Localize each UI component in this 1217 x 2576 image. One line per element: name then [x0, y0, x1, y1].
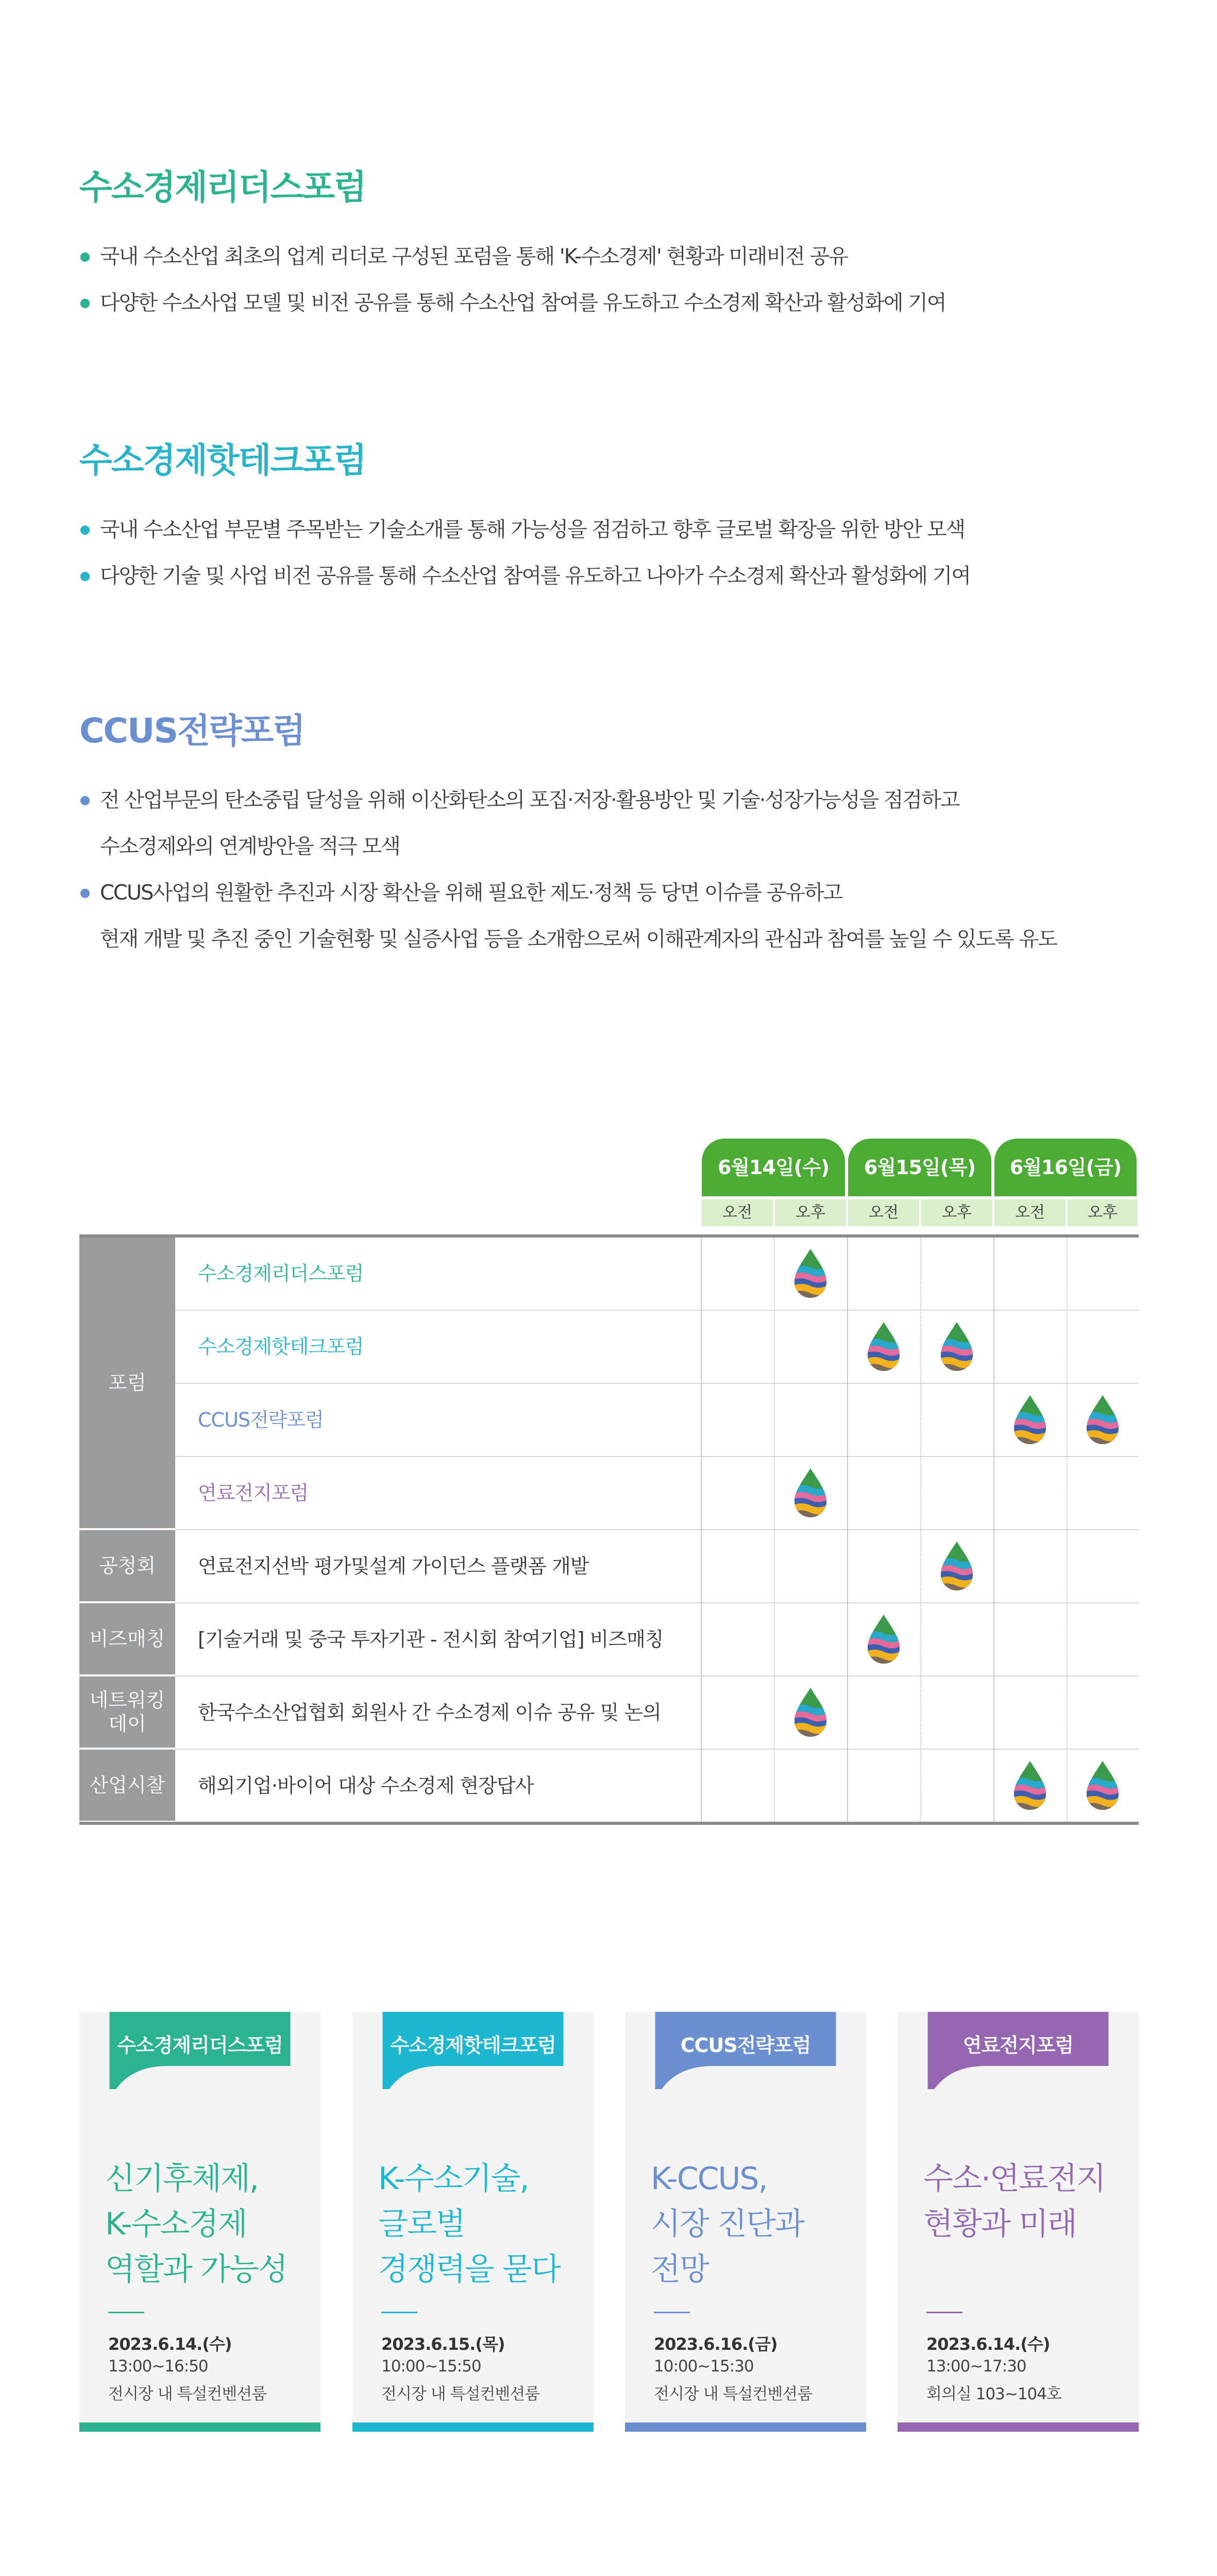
hydrogen-drop-icon	[1085, 1760, 1121, 1811]
period-header: 오후	[775, 1199, 846, 1226]
schedule-item-label: 수소경제리더스포럼	[198, 1262, 364, 1285]
card-date: 2023.6.14.(수)	[108, 2334, 232, 2354]
forum-card	[79, 2012, 320, 2432]
bullet-text: 수소경제와의 연계방안을 적극 모색	[100, 835, 400, 858]
section-title: CCUS전략포럼	[79, 711, 305, 751]
hydrogen-drop-icon	[866, 1321, 902, 1372]
schedule-item-label: 연료전지선박 평가및설계 가이던스 플랫폼 개발	[198, 1555, 589, 1578]
period-header: 오전	[848, 1199, 919, 1226]
bullet-text: 다양한 기술 및 사업 비전 공유를 통해 수소산업 참여를 유도하고 나아가 수소경제 확산과 활성화에 기여	[100, 564, 970, 588]
bullet-dot-icon	[80, 889, 90, 898]
card-tag: 수소경제리더스포럼	[117, 2034, 283, 2057]
card-title: K-CCUS, 시장 진단과 전망	[651, 2161, 804, 2287]
bullet-text: 다양한 수소사업 모델 및 비전 공유를 통해 수소산업 참여를 유도하고 수소경제 확산과 활성화에 기여	[100, 291, 946, 315]
column-divider	[993, 1238, 994, 1822]
card-bottom-bar	[352, 2422, 594, 2432]
bullet-list	[79, 233, 1141, 326]
schedule-item-label: 해외기업·바이어 대상 수소경제 현장답사	[198, 1774, 534, 1797]
card-place: 전시장 내 특설컨벤션룸	[381, 2385, 540, 2403]
card-tag: 수소경제핫테크포럼	[390, 2034, 556, 2057]
schedule-item-label: [기술거래 및 중국 투자기관 - 전시회 참여기업] 비즈매칭	[198, 1628, 664, 1651]
schedule-item-label: CCUS전략포럼	[198, 1409, 324, 1431]
column-divider	[847, 1238, 848, 1822]
schedule-body	[79, 1234, 1139, 1825]
card-divider	[381, 2312, 417, 2313]
hydrogen-drop-icon	[792, 1687, 829, 1738]
bullet-dot-icon	[80, 526, 90, 535]
bullet-item	[79, 233, 1141, 280]
card-bottom-bar	[625, 2422, 866, 2432]
card-bottom-bar	[79, 2422, 320, 2432]
forum-section	[79, 160, 1141, 326]
card-time: 10:00~15:30	[654, 2357, 754, 2376]
bullet-text: 국내 수소산업 부문별 주목받는 기술소개를 통해 가능성을 점검하고 향후 글로벌 확장을 위한 방안 모색	[100, 518, 965, 541]
bullet-text: CCUS사업의 원활한 추진과 시장 확산을 위해 필요한 제도·정책 등 당면 이슈를 공유하고	[100, 881, 842, 905]
card-divider	[926, 2312, 962, 2313]
card-time: 13:00~17:30	[926, 2357, 1026, 2376]
bullet-dot-icon	[80, 252, 90, 262]
category-label: 네트워킹 데이	[89, 1689, 165, 1735]
forum-card	[625, 2012, 866, 2432]
bullet-item	[79, 553, 1141, 599]
day-header: 6월16일(금)	[994, 1139, 1137, 1196]
period-header: 오전	[994, 1199, 1066, 1226]
day-header: 6월15일(목)	[848, 1139, 991, 1196]
bullet-dot-icon	[80, 796, 90, 805]
card-divider	[654, 2312, 690, 2313]
bullet-item	[79, 506, 1141, 553]
card-place: 전시장 내 특설컨벤션룸	[108, 2385, 267, 2403]
hydrogen-drop-icon	[1012, 1760, 1048, 1811]
card-date: 2023.6.15.(목)	[381, 2334, 505, 2354]
schedule-item-label: 수소경제핫테크포럼	[198, 1335, 364, 1358]
category-cell	[79, 1238, 175, 1528]
card-title: 신기후체제, K-수소경제 역할과 가능성	[105, 2161, 287, 2287]
schedule-item-label: 한국수소산업협회 회원사 간 수소경제 이슈 공유 및 논의	[198, 1701, 661, 1724]
bullet-list	[79, 777, 1141, 962]
bullet-text: 전 산업부문의 탄소중립 달성을 위해 이산화탄소의 포집·저장·활용방안 및 기술·성장가능성을 점검하고	[100, 788, 959, 812]
schedule-item-label: 연료전지포럼	[198, 1482, 309, 1504]
column-divider	[701, 1238, 702, 1822]
hydrogen-drop-icon	[1085, 1394, 1121, 1446]
section-title: 수소경제리더스포럼	[79, 167, 366, 207]
hydrogen-drop-icon	[792, 1467, 829, 1519]
forum-card	[352, 2012, 594, 2432]
bullet-item	[79, 870, 1141, 962]
forum-section	[79, 703, 1141, 962]
card-divider	[108, 2312, 144, 2313]
card-tag: CCUS전략포럼	[680, 2034, 811, 2057]
forum-card	[898, 2012, 1139, 2432]
category-cell	[79, 1750, 175, 1821]
period-header: 오전	[702, 1199, 773, 1226]
bullet-text: 현재 개발 및 추진 중인 기술현황 및 실증사업 등을 소개함으로써 이해관계자의 관심과 참여를 높일 수 있도록 유도	[100, 927, 1057, 951]
category-cell	[79, 1676, 175, 1748]
bullet-item	[79, 280, 1141, 326]
bullet-dot-icon	[80, 299, 90, 308]
hydrogen-drop-icon	[792, 1248, 829, 1299]
hydrogen-drop-icon	[939, 1321, 975, 1372]
hydrogen-drop-icon	[939, 1540, 975, 1592]
bullet-dot-icon	[80, 572, 90, 581]
card-tag: 연료전지포럼	[962, 2034, 1074, 2057]
column-divider	[1067, 1238, 1068, 1822]
column-divider	[920, 1238, 921, 1822]
bullet-text: 국내 수소산업 최초의 업계 리더로 구성된 포럼을 통해 'K-수소경제' 현황과 미래비전 공유	[100, 245, 848, 268]
category-label: 포럼	[108, 1371, 146, 1394]
period-header: 오후	[921, 1199, 992, 1226]
category-cell	[79, 1603, 175, 1674]
hydrogen-drop-icon	[1012, 1394, 1048, 1446]
card-place: 회의실 103~104호	[926, 2385, 1061, 2403]
card-title: 수소·연료전지 현황과 미래	[923, 2161, 1105, 2242]
card-title: K-수소기술, 글로벌 경쟁력을 묻다	[378, 2161, 560, 2287]
card-date: 2023.6.14.(수)	[926, 2334, 1050, 2354]
hydrogen-drop-icon	[866, 1614, 902, 1665]
schedule-table	[79, 1139, 1139, 1829]
card-bottom-bar	[898, 2422, 1139, 2432]
category-label: 공청회	[98, 1554, 156, 1577]
category-label: 산업시찰	[89, 1774, 165, 1797]
category-label: 비즈매칭	[89, 1628, 165, 1650]
column-divider	[774, 1238, 775, 1822]
card-place: 전시장 내 특설컨벤션룸	[654, 2385, 813, 2403]
category-cell	[79, 1530, 175, 1601]
card-time: 10:00~15:50	[381, 2357, 481, 2376]
card-date: 2023.6.16.(금)	[654, 2334, 777, 2354]
day-header: 6월14일(수)	[702, 1139, 845, 1196]
bullet-list	[79, 506, 1141, 599]
card-time: 13:00~16:50	[108, 2357, 208, 2376]
bullet-item	[79, 777, 1141, 870]
section-title: 수소경제핫테크포럼	[79, 440, 366, 480]
period-header: 오후	[1068, 1199, 1138, 1226]
forum-section	[79, 433, 1141, 599]
